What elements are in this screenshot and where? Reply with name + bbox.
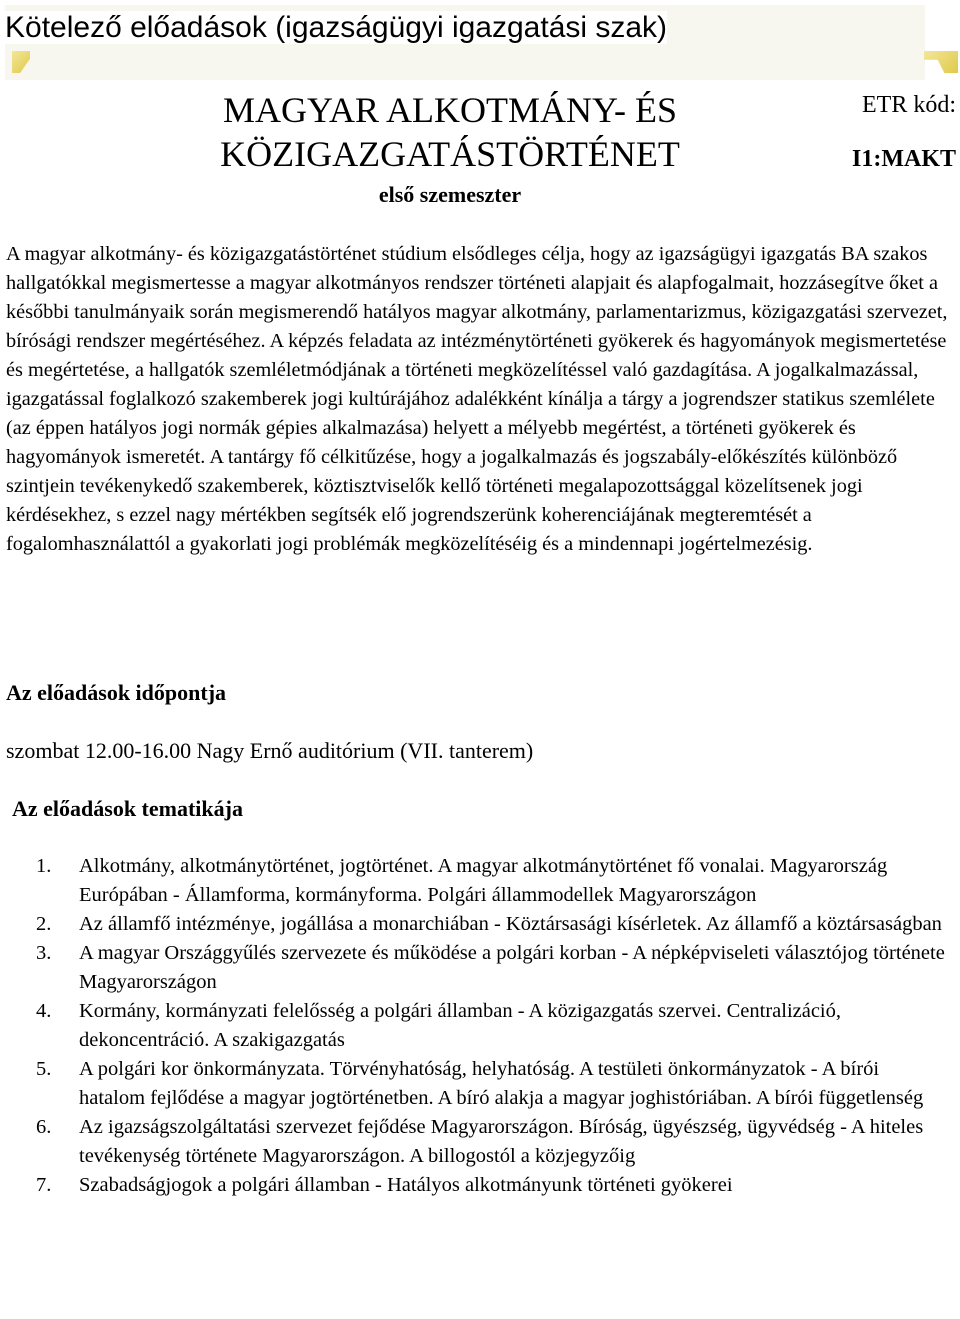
list-item-number: 3.	[36, 942, 52, 964]
list-item-text: A polgári kor önkormányzata. Törvényhatóság, helyhatóság. A testületi önkormányzatok - A bírói hatalom fejlődése a magyar jogtörténetben. A bíró alakja a magyar joghistóriában. A bírói függetlenség	[79, 1058, 924, 1109]
schedule-heading: Az előadások időpontja	[6, 680, 227, 705]
list-item-text: Az államfő intézménye, jogállása a monarchiában - Köztársasági kísérletek. Az államfő a köztársaságban	[79, 913, 942, 935]
list-item	[36, 939, 946, 997]
list-item-number: 7.	[36, 1174, 52, 1196]
list-item-number: 5.	[36, 1058, 52, 1080]
header-corner-right-decoration	[924, 51, 958, 73]
course-title-line-1: MAGYAR ALKOTMÁNY- ÉS	[222, 90, 678, 130]
course-description: A magyar alkotmány- és közigazgatástörténet stúdium elsődleges célja, hogy az igazságügyi igazgatás BA szakos hallgatókkal megismertesse a magyar alkotmányos rendszer történeti alapjait és alapfogalmait, hozzásegítve őket a későbbi tanulmányaik során megismerendő hatályos magyar alkotmány, parlamentarizmus, közigazgatási szervezet, bírósági rendszer megértéséhez. A képzés feladata az intézménytörténeti gyökerek és hagyományok megismertetése és megértetése, a hallgatók szemléletmódjának a történeti megközelítéssel való gazdagítása. A jogalkalmazással, igazgatással foglalkozó szakemberek jogi kultúrájához adalékként kínálja a tárgy a jogrendszer statikus szemlélete (az éppen hatályos jogi normák gépies alkalmazása) helyett a mélyebb megértést, a történeti gyökerek és hagyományok ismeretét. A tantárgy fő célkitűzése, hogy a jogalkalmazás és jogszabály-előkészítés különböző szintjein tevékenykedő szakemberek, köztisztviselők kellő történeti megalapozottsággal közelítsenek jogi kérdésekhez, s ezzel nagy mértékben segítsék elő jogrendszerünk koherenciájának megteremtését a fogalomhasználattól a gyakorlati jogi problémák megközelítéséig és a mindennapi jogértelmezésig.	[6, 243, 948, 555]
topics-heading: Az előadások tematikája	[12, 796, 243, 821]
list-item-number: 6.	[36, 1116, 52, 1138]
list-item-text: Alkotmány, alkotmánytörténet, jogtörténet. A magyar alkotmánytörténet fő vonalai. Magyarország Európában - Államforma, kormányforma. Polgári állammodellek Magyarországon	[79, 855, 888, 906]
list-item-number: 2.	[36, 913, 52, 935]
etr-code-value: I1:MAKT	[852, 146, 956, 172]
course-title	[120, 88, 780, 176]
semester-label: első szemeszter	[378, 182, 522, 207]
list-item	[36, 1171, 946, 1200]
list-item	[36, 997, 946, 1055]
list-item	[36, 1113, 946, 1171]
course-title-line-2: KÖZIGAZGATÁSTÖRTÉNET	[220, 134, 680, 174]
topics-list	[36, 852, 946, 1200]
section-header-title: Kötelező előadások (igazságügyi igazgatási szak)	[5, 11, 668, 44]
list-item-text: A magyar Országgyűlés szervezete és működése a polgári korban - A népképviseleti választójog története Magyarországon	[79, 942, 945, 993]
etr-code-label: ETR kód:	[862, 92, 956, 118]
list-item	[36, 1055, 946, 1113]
list-item-text: Szabadságjogok a polgári államban - Hatályos alkotmányunk történeti gyökerei	[79, 1174, 733, 1196]
schedule-text: szombat 12.00-16.00 Nagy Ernő auditórium (VII. tanterem)	[6, 738, 534, 763]
list-item-text: Az igazságszolgáltatási szervezet fejődése Magyarországon. Bíróság, ügyészség, ügyvédség - A hiteles tevékenység története Magyarországon. A billogostól a közjegyzőig	[79, 1116, 924, 1167]
list-item-text: Kormány, kormányzati felelősség a polgári államban - A közigazgatás szervei. Centralizáció, dekoncentráció. A szakigazgatás	[79, 1000, 842, 1051]
list-item	[36, 910, 946, 939]
list-item-number: 4.	[36, 1000, 52, 1022]
list-item-number: 1.	[36, 855, 52, 877]
list-item	[36, 852, 946, 910]
